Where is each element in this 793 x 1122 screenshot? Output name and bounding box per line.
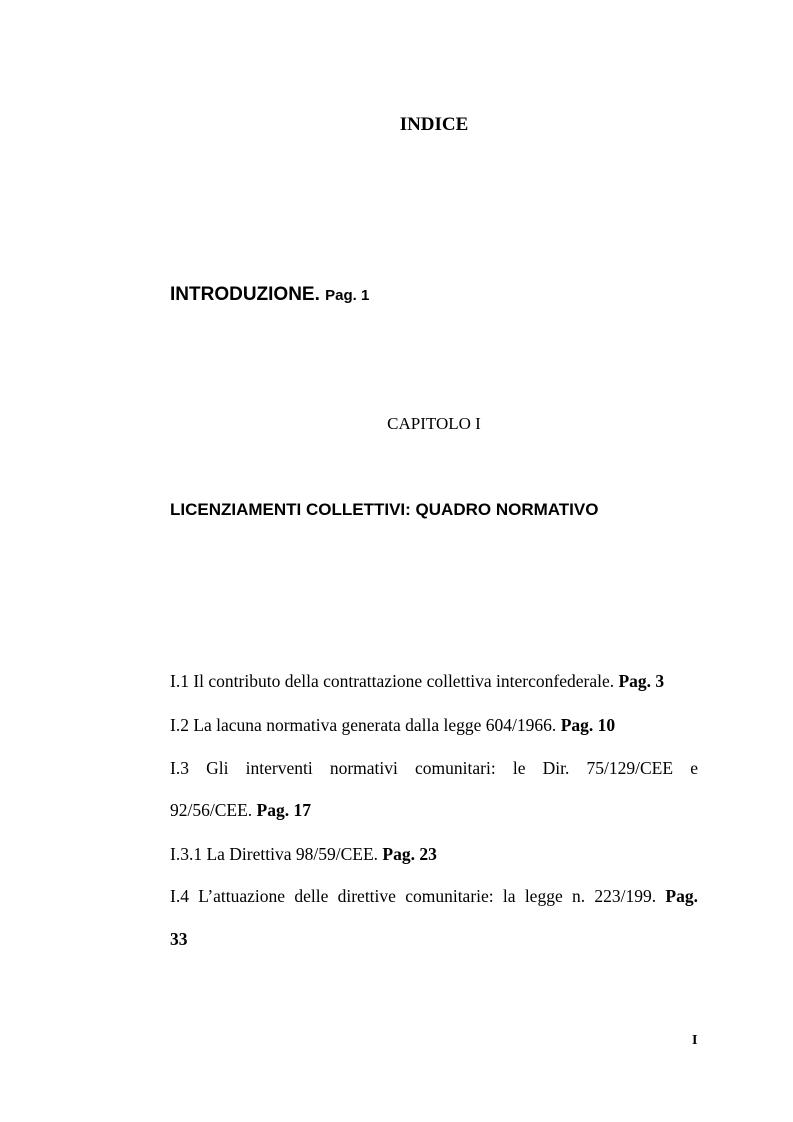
toc-entry-page: Pag. 3	[618, 671, 665, 691]
chapter-label: CAPITOLO I	[387, 414, 481, 433]
toc-entry-continuation	[170, 929, 188, 950]
page-title: INDICE	[399, 114, 469, 135]
chapter-title: LICENZIAMENTI COLLETTIVI: QUADRO NORMATIVO	[170, 500, 599, 519]
toc-entry	[170, 758, 698, 779]
toc-entry-page: Pag. 23	[382, 844, 437, 864]
toc-entry	[170, 715, 615, 736]
toc-entry-page: 33	[170, 929, 188, 949]
page-number: I	[692, 1033, 698, 1048]
toc-entry-page: Pag. 17	[256, 800, 311, 820]
toc-entry-text: I.3 Gli interventi normativi comunitari: le Dir. 75/129/CEE e	[170, 758, 698, 778]
toc-entry	[170, 844, 437, 865]
toc-entry-page: Pag.	[665, 886, 698, 906]
toc-entry-continuation	[170, 800, 311, 821]
introduction-entry	[170, 284, 369, 306]
toc-entry-text: I.4 L’attuazione delle direttive comunitarie: la legge n. 223/199.	[170, 886, 657, 906]
toc-entry	[170, 671, 664, 692]
toc-entry	[170, 886, 698, 907]
introduction-label: INTRODUZIONE.	[170, 284, 320, 305]
introduction-page: Pag. 1	[325, 287, 370, 304]
toc-entry-text: I.1 Il contributo della contrattazione collettiva interconfederale.	[170, 671, 615, 691]
toc-entry-page: Pag. 10	[560, 715, 616, 735]
toc-entry-text: I.3.1 La Direttiva 98/59/CEE.	[170, 844, 379, 864]
toc-entry-text: 92/56/CEE.	[170, 800, 253, 820]
toc-entry-text: I.2 La lacuna normativa generata dalla legge 604/1966.	[170, 715, 557, 735]
